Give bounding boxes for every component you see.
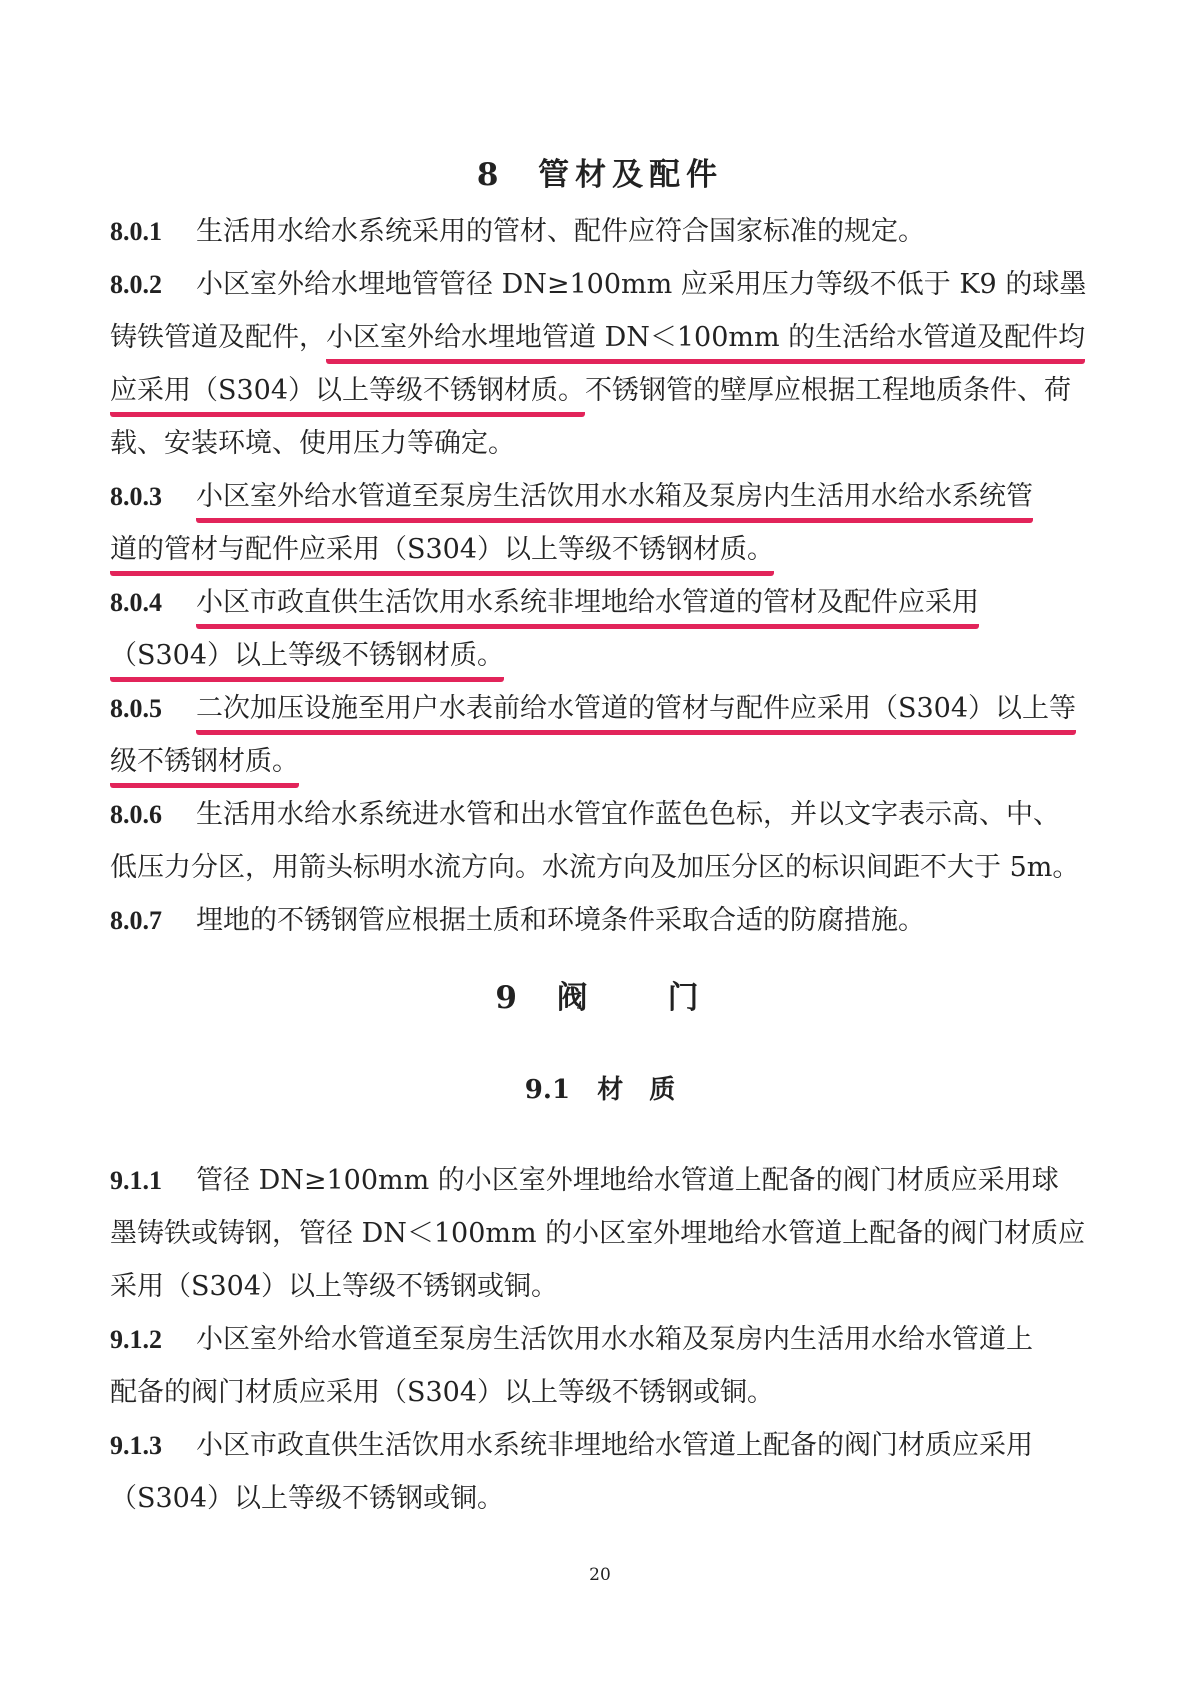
clause-text: 埋地的不锈钢管应根据土质和环境条件采取合适的防腐措施。 xyxy=(196,905,925,936)
subsection-heading-9-1 xyxy=(0,1065,1200,1115)
clause-text: 采用（S304）以上等级不锈钢或铜。 xyxy=(110,1271,559,1302)
clause-line xyxy=(110,364,1100,417)
underlined-text: （S304）以上等级不锈钢材质。 xyxy=(110,640,504,682)
subsection-number: 9.1 xyxy=(524,1075,571,1105)
clause-line xyxy=(110,576,1100,629)
clause-line xyxy=(110,417,1100,470)
clause-line xyxy=(110,1472,1100,1525)
clause-line xyxy=(110,1419,1100,1472)
underlined-text: 级不锈钢材质。 xyxy=(110,746,299,788)
clause-text: 载、安装环境、使用压力等确定。 xyxy=(110,428,515,459)
clause-text: 生活用水给水系统进水管和出水管宜作蓝色色标，并以文字表示高、中、 xyxy=(196,799,1060,830)
clause-text: 管径 DN≥100mm 的小区室外埋地给水管道上配备的阀门材质应采用球 xyxy=(196,1165,1059,1196)
underlined-text: 小区室外给水管道至泵房生活饮用水水箱及泵房内生活用水给水系统管 xyxy=(196,481,1033,523)
clause-text: （S304）以上等级不锈钢或铜。 xyxy=(110,1483,505,1514)
clause-line xyxy=(110,523,1100,576)
clause-line xyxy=(110,1154,1100,1207)
clause-number: 8.0.1 xyxy=(110,217,162,246)
clause-line xyxy=(110,258,1100,311)
clause-text: 小区室外给水管道至泵房生活饮用水水箱及泵房内生活用水给水管道上 xyxy=(196,1324,1033,1355)
section-number: 8 xyxy=(476,157,505,193)
clause-line xyxy=(110,1260,1100,1313)
clause-text: 不锈钢管的壁厚应根据工程地质条件、荷 xyxy=(585,375,1072,406)
underlined-text: 应采用（S304）以上等级不锈钢材质。 xyxy=(110,375,585,417)
underlined-text: 小区室外给水埋地管道 DN＜100mm 的生活给水管道及配件均 xyxy=(326,322,1085,364)
clause-text: 小区室外给水埋地管管径 DN≥100mm 应采用压力等级不低于 K9 的球墨 xyxy=(196,269,1087,300)
clause-line xyxy=(110,735,1100,788)
clause-line xyxy=(110,894,1100,947)
clause-line xyxy=(110,1207,1100,1260)
clause-number: 9.1.3 xyxy=(110,1431,162,1460)
section-title: 阀 门 xyxy=(556,980,705,1016)
subsection-title: 材 质 xyxy=(597,1075,676,1105)
clause-line xyxy=(110,682,1100,735)
clause-number: 8.0.4 xyxy=(110,588,162,617)
clause-line xyxy=(110,1313,1100,1366)
underlined-text: 道的管材与配件应采用（S304）以上等级不锈钢材质。 xyxy=(110,534,774,576)
underlined-text: 二次加压设施至用户水表前给水管道的管材与配件应采用（S304）以上等 xyxy=(196,693,1076,735)
clause-number: 8.0.7 xyxy=(110,906,162,935)
clause-number: 9.1.1 xyxy=(110,1166,162,1195)
clause-line xyxy=(110,841,1100,894)
clause-text: 生活用水给水系统采用的管材、配件应符合国家标准的规定。 xyxy=(196,216,925,247)
clause-line xyxy=(110,311,1100,364)
clause-number: 8.0.2 xyxy=(110,270,162,299)
clause-text: 小区市政直供生活饮用水系统非埋地给水管道上配备的阀门材质应采用 xyxy=(196,1430,1033,1461)
clause-line xyxy=(110,470,1100,523)
clause-number: 8.0.3 xyxy=(110,482,162,511)
page-number: 20 xyxy=(589,1565,611,1585)
section-number: 9 xyxy=(495,980,523,1016)
clause-text: 铸铁管道及配件， xyxy=(110,322,326,353)
section-heading-8 xyxy=(0,150,1200,200)
clause-number: 9.1.2 xyxy=(110,1325,162,1354)
clause-line xyxy=(110,629,1100,682)
clause-line xyxy=(110,1366,1100,1419)
clause-number: 8.0.5 xyxy=(110,694,162,723)
clause-text: 低压力分区，用箭头标明水流方向。水流方向及加压分区的标识间距不大于 5m。 xyxy=(110,852,1080,883)
clause-line xyxy=(110,205,1100,258)
clause-line xyxy=(110,788,1100,841)
clauses-section-9-1 xyxy=(110,1154,1100,1525)
underlined-text: 小区市政直供生活饮用水系统非埋地给水管道的管材及配件应采用 xyxy=(196,587,979,629)
section-heading-9 xyxy=(0,973,1200,1023)
clauses-section-8 xyxy=(110,205,1100,947)
clause-text: 墨铸铁或铸钢，管径 DN＜100mm 的小区室外埋地给水管道上配备的阀门材质应 xyxy=(110,1218,1086,1249)
clause-number: 8.0.6 xyxy=(110,800,162,829)
clause-text: 配备的阀门材质应采用（S304）以上等级不锈钢或铜。 xyxy=(110,1377,775,1408)
section-title: 管材及配件 xyxy=(538,157,724,193)
